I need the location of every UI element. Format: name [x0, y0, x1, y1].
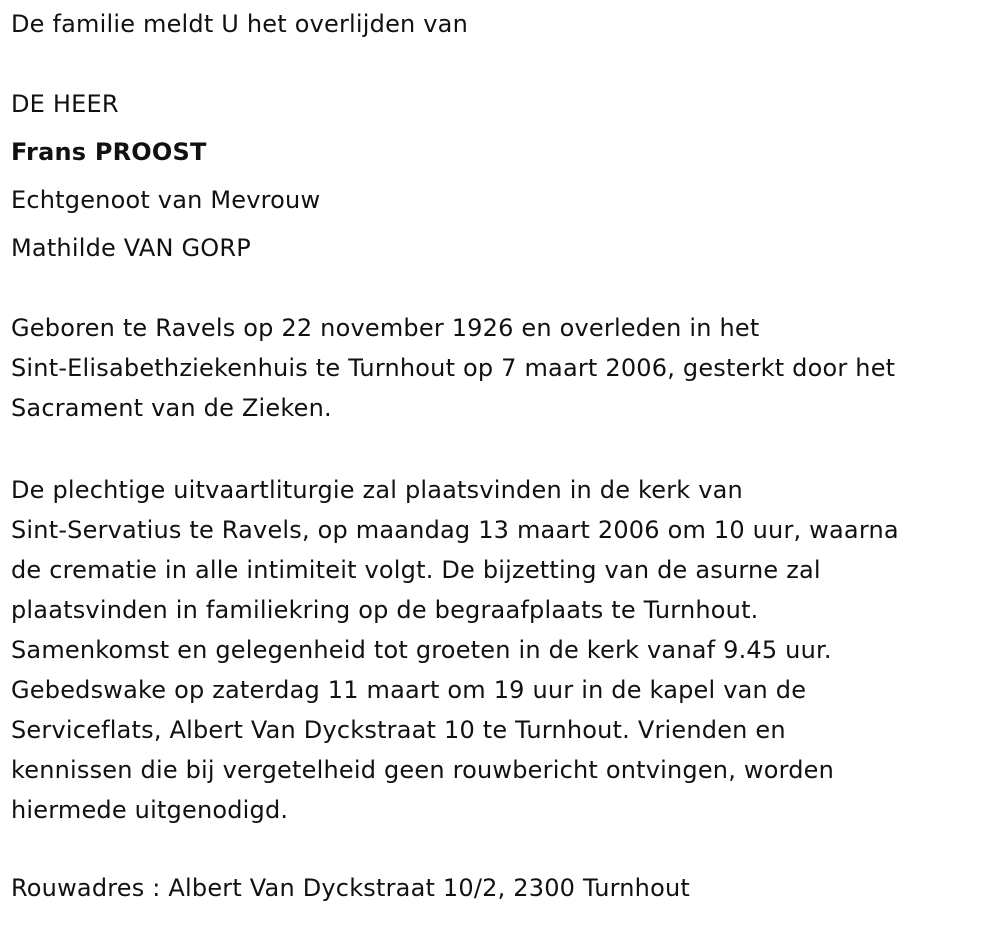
funeral-line: kennissen die bij vergetelheid geen rouwbericht ontvingen, worden	[11, 756, 835, 784]
birth-line: Sacrament van de Zieken.	[11, 394, 332, 422]
mourning-address: Rouwadres : Albert Van Dyckstraat 10/2, 2300 Turnhout	[11, 874, 690, 902]
funeral-line: hiermede uitgenodigd.	[11, 796, 289, 824]
deceased-name: Frans PROOST	[11, 138, 207, 166]
spouse-line-1: Echtgenoot van Mevrouw	[11, 186, 321, 214]
funeral-line: De plechtige uitvaartliturgie zal plaatsvinden in de kerk van	[11, 476, 743, 504]
spouse-line-2: Mathilde VAN GORP	[11, 234, 251, 262]
funeral-line: Samenkomst en gelegenheid tot groeten in de kerk vanaf 9.45 uur.	[11, 636, 832, 664]
funeral-line: de crematie in alle intimiteit volgt. De bijzetting van de asurne zal	[11, 556, 821, 584]
funeral-line: Gebedswake op zaterdag 11 maart om 19 uur in de kapel van de	[11, 676, 807, 704]
honorific-title: DE HEER	[11, 90, 119, 118]
funeral-line: Serviceflats, Albert Van Dyckstraat 10 te Turnhout. Vrienden en	[11, 716, 786, 744]
funeral-line: plaatsvinden in familiekring op de begraafplaats te Turnhout.	[11, 596, 759, 624]
funeral-paragraph	[11, 470, 899, 830]
funeral-line: Sint-Servatius te Ravels, op maandag 13 maart 2006 om 10 uur, waarna	[11, 516, 899, 544]
birth-paragraph	[11, 308, 895, 428]
birth-line: Geboren te Ravels op 22 november 1926 en overleden in het	[11, 314, 760, 342]
birth-line: Sint-Elisabethziekenhuis te Turnhout op 7 maart 2006, gesterkt door het	[11, 354, 896, 382]
intro-text: De familie meldt U het overlijden van	[11, 10, 468, 38]
